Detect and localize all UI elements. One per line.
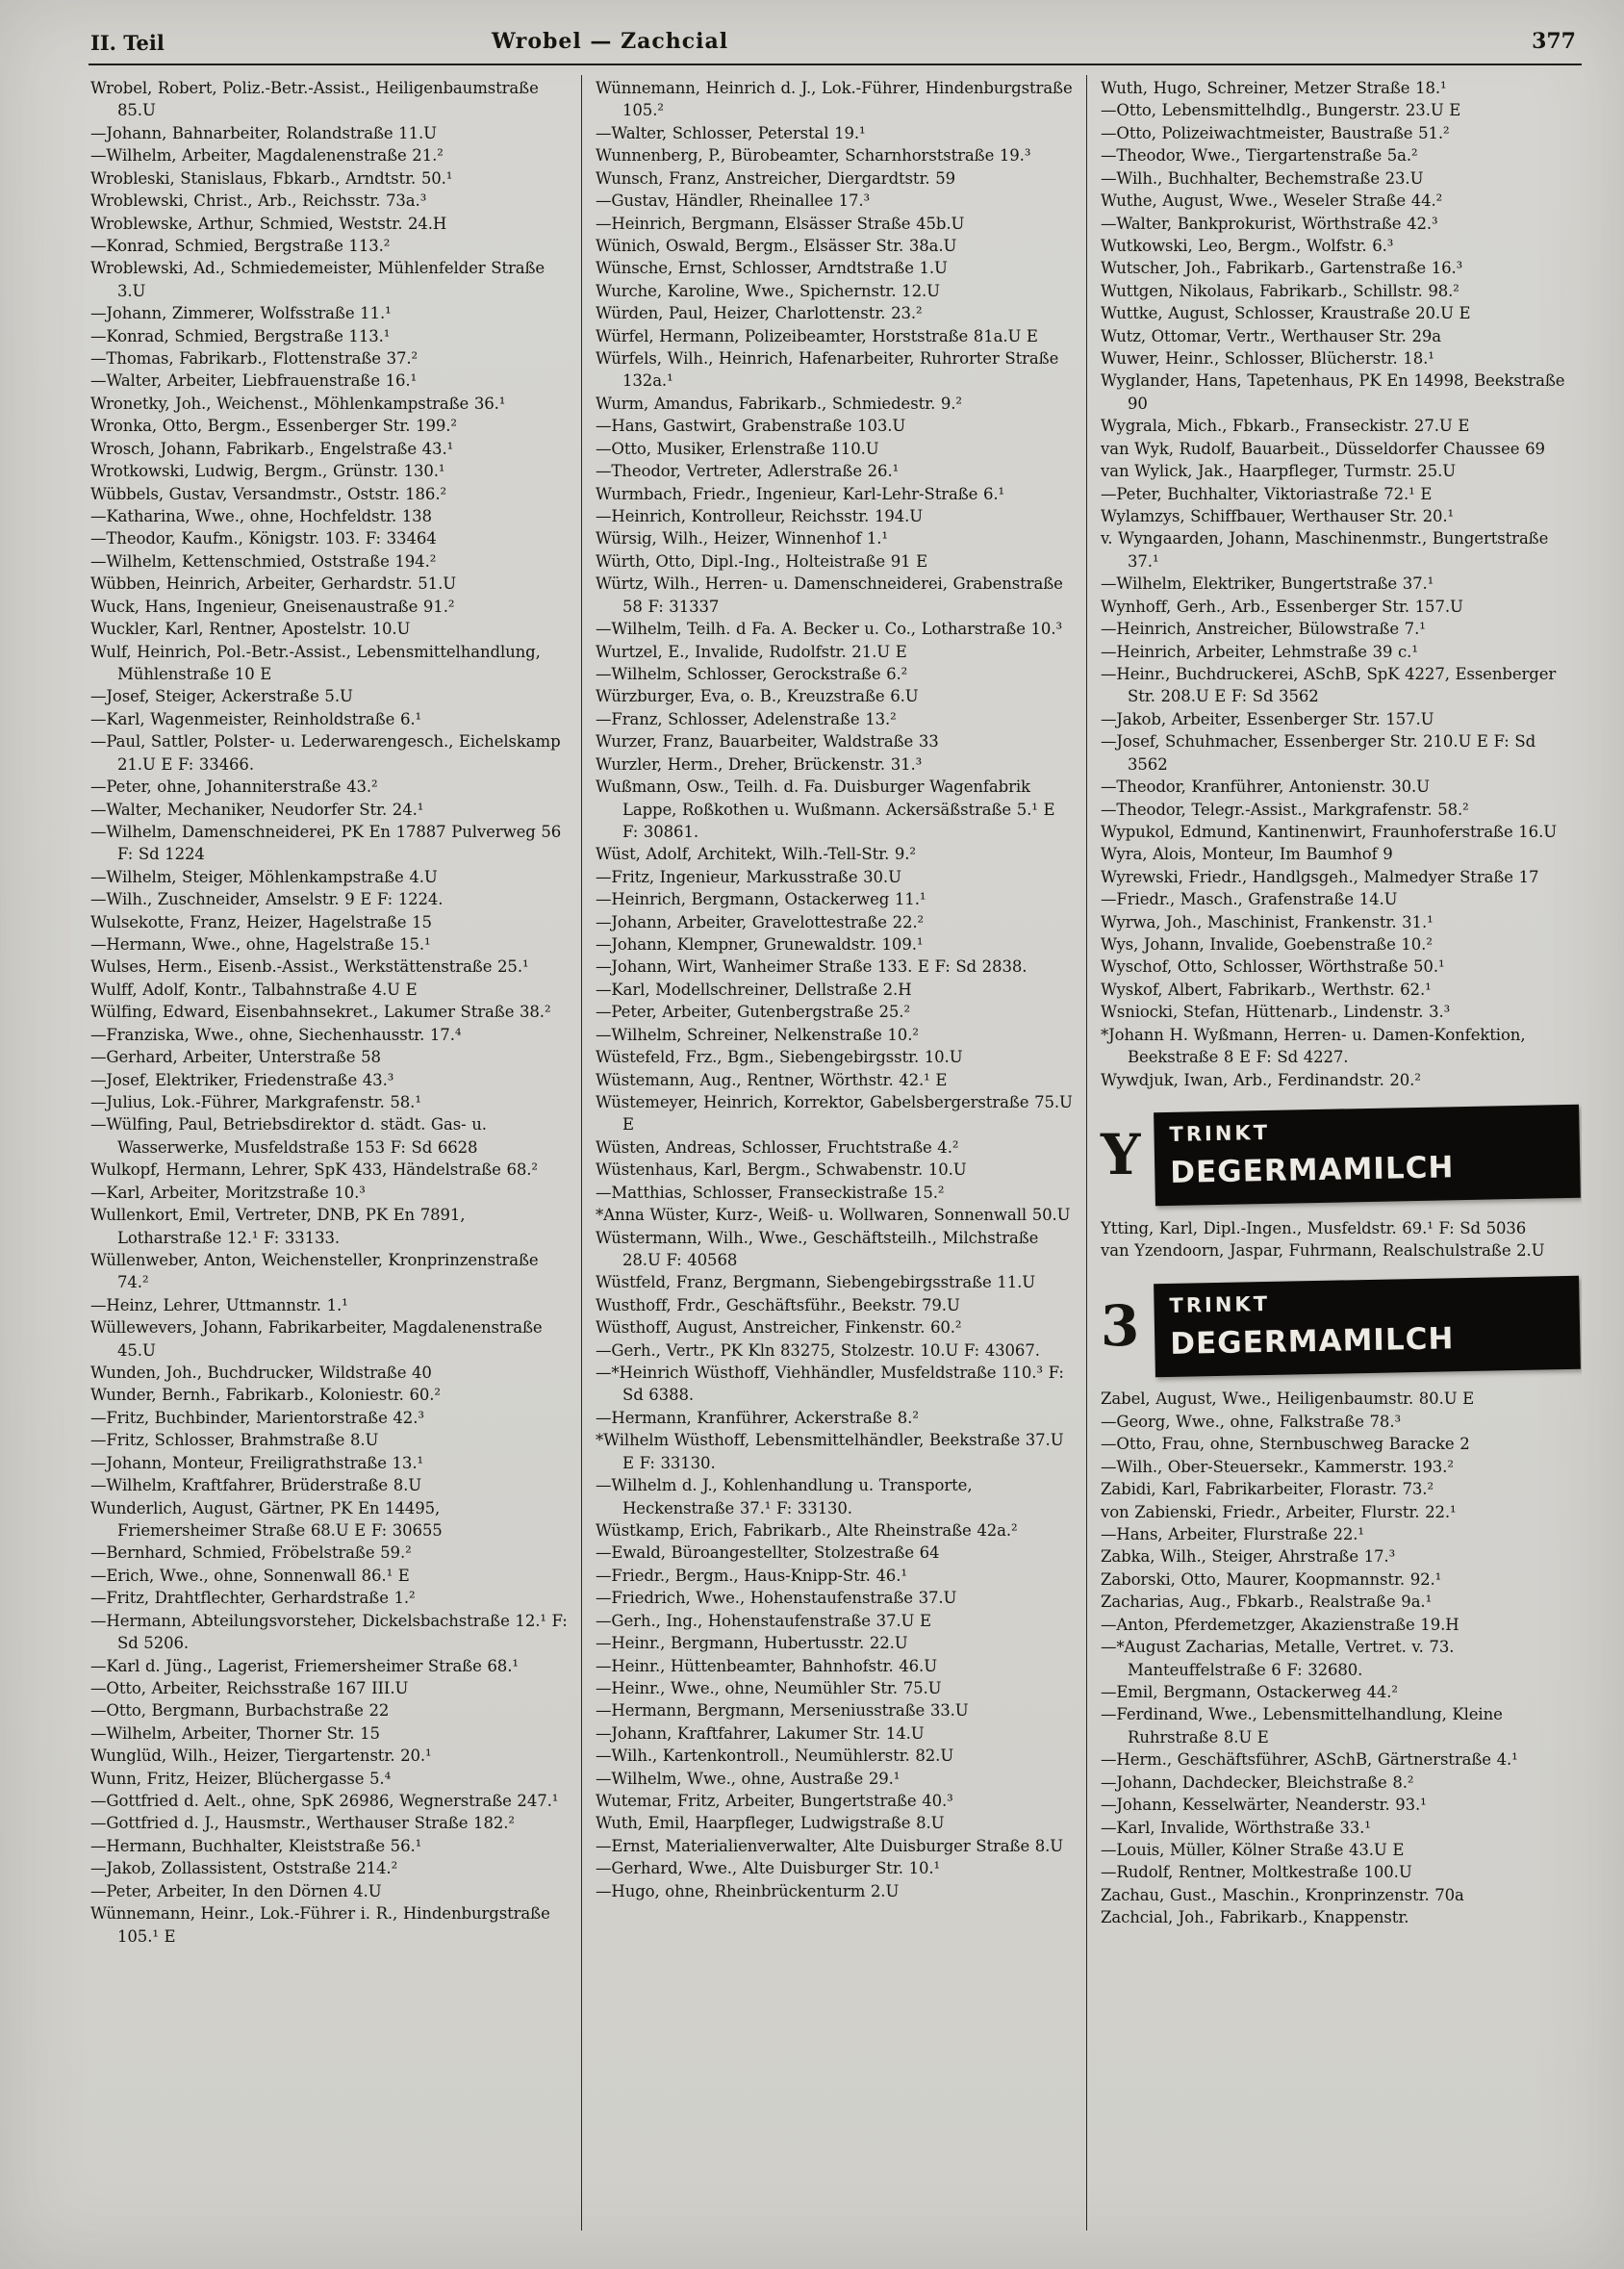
directory-entry: Wurzer, Franz, Bauarbeiter, Waldstraße 33 bbox=[596, 732, 939, 752]
directory-entry: —Walter, Schlosser, Peterstal 19.¹ bbox=[596, 123, 866, 142]
directory-entry: —Gerhard, Wwe., Alte Duisburger Str. 10.¹ bbox=[596, 1859, 941, 1878]
directory-entry: Wyrewski, Friedr., Handlgsgeh., Malmedyer Straße 17 bbox=[1101, 867, 1539, 886]
directory-entry: Würth, Otto, Dipl.-Ing., Holteistraße 91 E bbox=[596, 551, 928, 571]
directory-entry: Wulses, Herm., Eisenb.-Assist., Werkstättenstraße 25.¹ bbox=[90, 957, 529, 977]
directory-entry: —Hermann, Bergmann, Merseniusstraße 33.U bbox=[596, 1701, 969, 1721]
section-label: II. Teil bbox=[90, 31, 165, 55]
directory-entry: Wüstkamp, Erich, Fabrikarb., Alte Rheinstraße 42a.² bbox=[596, 1521, 1018, 1540]
directory-entry: Wrobleski, Stanislaus, Fbkarb., Arndtstr. 50.¹ bbox=[90, 168, 453, 188]
directory-entry: —Wilhelm, Schreiner, Nelkenstraße 10.² bbox=[596, 1025, 919, 1044]
directory-entry: Zabel, August, Wwe., Heiligenbaumstr. 80.U E bbox=[1101, 1389, 1475, 1409]
directory-entry: —Walter, Bankprokurist, Wörthstraße 42.³ bbox=[1101, 214, 1438, 233]
directory-entry: —*August Zacharias, Metalle, Vertret. v. 73. Manteuffelstraße 6 F: 32680. bbox=[1101, 1638, 1455, 1679]
directory-entry: Wunsch, Franz, Anstreicher, Diergardtstr. 59 bbox=[596, 168, 956, 188]
directory-entry: Wusthoff, Frdr., Geschäftsführ., Beekstr. 79.U bbox=[596, 1295, 960, 1314]
page-header bbox=[89, 29, 1582, 62]
directory-entry: Wunnenberg, P., Bürobeamter, Scharnhorststraße 19.³ bbox=[596, 146, 1031, 166]
directory-entry: —Georg, Wwe., ohne, Falkstraße 78.³ bbox=[1101, 1412, 1401, 1431]
directory-entry: Wyskof, Albert, Fabrikarb., Werthstr. 62.¹ bbox=[1101, 980, 1432, 999]
directory-entry: —Gottfried d. J., Hausmstr., Werthauser Straße 182.² bbox=[90, 1814, 515, 1833]
section-letter-z: 3 bbox=[1101, 1293, 1140, 1360]
directory-entry: Zaborski, Otto, Maurer, Koopmannstr. 92.¹ bbox=[1101, 1569, 1442, 1589]
directory-entry: —Wilhelm, Damenschneiderei, PK En 17887 Pulverweg 56 F: Sd 1224 bbox=[90, 822, 562, 864]
directory-entry: —Johann, Kraftfahrer, Lakumer Str. 14.U bbox=[596, 1723, 925, 1743]
directory-entry: —Fritz, Ingenieur, Markusstraße 30.U bbox=[596, 867, 901, 886]
column-2 bbox=[582, 75, 1087, 2231]
directory-entry: —Johann, Arbeiter, Gravelottestraße 22.² bbox=[596, 912, 925, 931]
directory-entry: —Bernhard, Schmied, Fröbelstraße 59.² bbox=[90, 1543, 412, 1563]
directory-entry: Wurtzel, E., Invalide, Rudolfstr. 21.U E bbox=[596, 642, 907, 661]
directory-entry: Wrotkowski, Ludwig, Bergm., Grünstr. 130.¹ bbox=[90, 462, 445, 481]
directory-entry: Wüstfeld, Franz, Bergmann, Siebengebirgsstraße 11.U bbox=[596, 1273, 1036, 1292]
column-3-z-entries bbox=[1101, 1388, 1580, 1928]
directory-entry: Zabidi, Karl, Fabrikarbeiter, Florastr. 73.² bbox=[1101, 1480, 1434, 1499]
directory-entry: —Konrad, Schmied, Bergstraße 113.¹ bbox=[90, 326, 391, 345]
directory-entry: v. Wyngaarden, Johann, Maschinenmstr., Bungertstraße 37.¹ bbox=[1101, 529, 1549, 571]
column-1 bbox=[89, 75, 582, 2231]
directory-entry: —Otto, Frau, ohne, Sternbuschweg Baracke 2 bbox=[1101, 1435, 1470, 1454]
directory-entry: Wunglüd, Wilh., Heizer, Tiergartenstr. 20.¹ bbox=[90, 1746, 432, 1766]
directory-entry: —Konrad, Schmied, Bergstraße 113.² bbox=[90, 236, 391, 255]
directory-entry: —Johann, Kesselwärter, Neanderstr. 93.¹ bbox=[1101, 1796, 1427, 1815]
directory-entry: Wunden, Joh., Buchdrucker, Wildstraße 40 bbox=[90, 1364, 432, 1383]
directory-entry: Wuth, Emil, Haarpfleger, Ludwigstraße 8.U bbox=[596, 1814, 945, 1833]
directory-entry: Wüllewevers, Johann, Fabrikarbeiter, Magdalenenstraße 45.U bbox=[90, 1318, 543, 1360]
directory-entry: Wrobel, Robert, Poliz.-Betr.-Assist., Heiligenbaumstraße 85.U bbox=[90, 79, 539, 120]
directory-entry: —Hans, Arbeiter, Flurstraße 22.¹ bbox=[1101, 1525, 1364, 1544]
ad-box-2 bbox=[1154, 1275, 1581, 1376]
directory-entry: Wutkowski, Leo, Bergm., Wolfstr. 6.³ bbox=[1101, 236, 1394, 255]
directory-entry: Wuth, Hugo, Schreiner, Metzer Straße 18.¹ bbox=[1101, 79, 1447, 97]
ad-box-1 bbox=[1154, 1105, 1581, 1206]
directory-entry: —Gottfried d. Aelt., ohne, SpK 26986, Wegnerstraße 247.¹ bbox=[90, 1792, 559, 1811]
ad-degermamilch-2 bbox=[1101, 1280, 1580, 1373]
directory-entry: —Franziska, Wwe., ohne, Siechenhausstr. 17.⁴ bbox=[90, 1025, 462, 1044]
directory-entry: *Anna Wüster, Kurz-, Weiß- u. Wollwaren, Sonnenwall 50.U bbox=[596, 1206, 1071, 1225]
directory-entry: Wutscher, Joh., Fabrikarb., Gartenstraße 16.³ bbox=[1101, 259, 1463, 278]
directory-entry: —Gustav, Händler, Rheinallee 17.³ bbox=[596, 191, 871, 211]
directory-entry: —Jakob, Arbeiter, Essenberger Str. 157.U bbox=[1101, 709, 1434, 728]
directory-entry: Wroblewski, Ad., Schmiedemeister, Mühlenfelder Straße 3.U bbox=[90, 259, 546, 300]
directory-entry: —Paul, Sattler, Polster- u. Lederwarengesch., Eichelskamp 21.U E F: 33466. bbox=[90, 732, 561, 774]
directory-entry: —Otto, Musiker, Erlenstraße 110.U bbox=[596, 439, 879, 458]
directory-entry: Würtz, Wilh., Herren- u. Damenschneiderei, Grabenstraße 58 F: 31337 bbox=[596, 574, 1063, 616]
directory-entry: —Johann, Wirt, Wanheimer Straße 133. E F: Sd 2838. bbox=[596, 957, 1028, 977]
directory-entry: Wyra, Alois, Monteur, Im Baumhof 9 bbox=[1101, 845, 1393, 864]
directory-entry: Wurzler, Herm., Dreher, Brückenstr. 31.³ bbox=[596, 754, 923, 774]
column-3-w-entries bbox=[1101, 77, 1580, 1091]
directory-entry: —Jakob, Zollassistent, Oststraße 214.² bbox=[90, 1859, 398, 1878]
directory-entry: —Heinr., Buchdruckerei, ASchB, SpK 4227, Essenberger Str. 208.U E F: Sd 3562 bbox=[1101, 664, 1557, 706]
directory-entry: Wuttke, August, Schlosser, Kraustraße 20.U E bbox=[1101, 304, 1471, 323]
directory-entry: —Karl, Wagenmeister, Reinholdstraße 6.¹ bbox=[90, 709, 422, 728]
directory-entry: Wsniocki, Stefan, Hüttenarb., Lindenstr. 3.³ bbox=[1101, 1003, 1451, 1022]
directory-entry: —Heinrich, Anstreicher, Bülowstraße 7.¹ bbox=[1101, 620, 1426, 639]
directory-entry: Wülfing, Edward, Eisenbahnsekret., Lakumer Straße 38.² bbox=[90, 1003, 551, 1022]
ad-text-trinkt-2: TRINKT bbox=[1169, 1291, 1271, 1317]
directory-entry: —Johann, Dachdecker, Bleichstraße 8.² bbox=[1101, 1772, 1414, 1792]
directory-entry: Wüstemann, Aug., Rentner, Wörthstr. 42.¹ E bbox=[596, 1070, 948, 1089]
directory-entry: —Erich, Wwe., ohne, Sonnenwall 86.¹ E bbox=[90, 1566, 410, 1585]
directory-entry: —Wilhelm, Kettenschmied, Oststraße 194.² bbox=[90, 551, 437, 571]
directory-entry: —Hugo, ohne, Rheinbrückenturm 2.U bbox=[596, 1881, 900, 1900]
directory-entry: Wylamzys, Schiffbauer, Werthauser Str. 20.¹ bbox=[1101, 507, 1455, 526]
directory-entry: Wünich, Oswald, Bergm., Elsässer Str. 38a.U bbox=[596, 236, 957, 255]
directory-entry: von Zabienski, Friedr., Arbeiter, Flurstr. 22.¹ bbox=[1101, 1502, 1457, 1521]
page-title: Wrobel — Zachcial bbox=[492, 29, 729, 54]
directory-entry: —Hermann, Buchhalter, Kleiststraße 56.¹ bbox=[90, 1836, 422, 1855]
directory-entry: Würzburger, Eva, o. B., Kreuzstraße 6.U bbox=[596, 687, 919, 706]
directory-entry: —Fritz, Drahtflechter, Gerhardstraße 1.² bbox=[90, 1589, 416, 1608]
directory-entry: —Heinr., Wwe., ohne, Neumühler Str. 75.U bbox=[596, 1678, 942, 1697]
directory-entry: —Ewald, Büroangestellter, Stolzestraße 64 bbox=[596, 1543, 940, 1563]
directory-entry: —Otto, Lebensmittelhdlg., Bungerstr. 23.U E bbox=[1101, 101, 1461, 120]
directory-entry: —Peter, Arbeiter, Gutenbergstraße 25.² bbox=[596, 1003, 910, 1022]
directory-entry: Wüllenweber, Anton, Weichensteller, Kronprinzenstraße 74.² bbox=[90, 1250, 539, 1292]
directory-entry: Wywdjuk, Iwan, Arb., Ferdinandstr. 20.² bbox=[1101, 1070, 1421, 1089]
directory-entry: van Wyk, Rudolf, Bauarbeit., Düsseldorfer Chaussee 69 bbox=[1101, 439, 1545, 458]
directory-entry: Wulf, Heinrich, Pol.-Betr.-Assist., Lebensmittelhandlung, Mühlenstraße 10 E bbox=[90, 642, 541, 683]
directory-entry: —Heinrich, Arbeiter, Lehmstraße 39 c.¹ bbox=[1101, 642, 1418, 661]
directory-entry: Wulkopf, Hermann, Lehrer, SpK 433, Händelstraße 68.² bbox=[90, 1160, 538, 1180]
directory-entry: Wüstemeyer, Heinrich, Korrektor, Gabelsbergerstraße 75.U E bbox=[596, 1092, 1073, 1134]
directory-entry: Wüsthoff, August, Anstreicher, Finkenstr. 60.² bbox=[596, 1318, 962, 1338]
directory-entry: Ytting, Karl, Dipl.-Ingen., Musfeldstr. 69.¹ F: Sd 5036 bbox=[1101, 1218, 1527, 1237]
directory-entry: —Ernst, Materialienverwalter, Alte Duisburger Straße 8.U bbox=[596, 1836, 1064, 1855]
directory-entry: Wuttgen, Nikolaus, Fabrikarb., Schillstr. 98.² bbox=[1101, 281, 1459, 300]
directory-entry: —Ferdinand, Wwe., Lebensmittelhandlung, Kleine Ruhrstraße 8.U E bbox=[1101, 1705, 1503, 1746]
directory-entry: —Fritz, Buchbinder, Marientorstraße 42.³ bbox=[90, 1408, 424, 1427]
directory-entry: Wulsekotte, Franz, Heizer, Hagelstraße 15 bbox=[90, 912, 432, 931]
directory-entry: —Peter, Buchhalter, Viktoriastraße 72.¹ E bbox=[1101, 484, 1433, 503]
directory-entry: Wurmbach, Friedr., Ingenieur, Karl-Lehr-Straße 6.¹ bbox=[596, 484, 1005, 503]
directory-entry: Wüstermann, Wilh., Wwe., Geschäftsteilh., Milchstraße 28.U F: 40568 bbox=[596, 1228, 1039, 1269]
directory-entry: —Josef, Steiger, Ackerstraße 5.U bbox=[90, 687, 353, 706]
directory-entry: —Hermann, Wwe., ohne, Hagelstraße 15.¹ bbox=[90, 935, 431, 955]
directory-entry: —Peter, ohne, Johanniterstraße 43.² bbox=[90, 778, 378, 797]
directory-entry: —Wilhelm, Arbeiter, Magdalenenstraße 21.² bbox=[90, 146, 444, 166]
directory-entry: —Katharina, Wwe., ohne, Hochfeldstr. 138 bbox=[90, 507, 432, 526]
directory-entry: —Theodor, Kaufm., Königstr. 103. F: 33464 bbox=[90, 529, 437, 548]
directory-entry: Wunderlich, August, Gärtner, PK En 14495, Friemersheimer Straße 68.U E F: 30655 bbox=[90, 1498, 443, 1540]
directory-entry: —Franz, Schlosser, Adelenstraße 13.² bbox=[596, 709, 897, 728]
directory-entry: Wurche, Karoline, Wwe., Spichernstr. 12.U bbox=[596, 281, 940, 300]
directory-entry: —Herm., Geschäftsführer, ASchB, Gärtnerstraße 4.¹ bbox=[1101, 1750, 1518, 1770]
directory-entry: Wünsche, Ernst, Schlosser, Arndtstraße 1.U bbox=[596, 259, 948, 278]
section-letter-y: Y bbox=[1101, 1122, 1141, 1188]
directory-entry: —Otto, Polizeiwachtmeister, Baustraße 51.² bbox=[1101, 123, 1450, 142]
directory-entry: —Theodor, Wwe., Tiergartenstraße 5a.² bbox=[1101, 146, 1418, 166]
directory-entry: Wuwer, Heinr., Schlosser, Blücherstr. 18.¹ bbox=[1101, 349, 1434, 369]
directory-entry: —Wilhelm, Arbeiter, Thorner Str. 15 bbox=[90, 1723, 380, 1743]
directory-entry: —Heinr., Hüttenbeamter, Bahnhofstr. 46.U bbox=[596, 1656, 937, 1675]
column-3-y-entries bbox=[1101, 1217, 1580, 1262]
directory-entry: Wrosch, Johann, Fabrikarb., Engelstraße 43.¹ bbox=[90, 439, 454, 458]
directory-entry: Wuck, Hans, Ingenieur, Gneisenaustraße 91.² bbox=[90, 597, 455, 616]
directory-entry: —Anton, Pferdemetzger, Akazienstraße 19.H bbox=[1101, 1615, 1459, 1634]
directory-entry: Wuckler, Karl, Rentner, Apostelstr. 10.U bbox=[90, 620, 411, 639]
directory-entry: —Otto, Bergmann, Burbachstraße 22 bbox=[90, 1701, 390, 1721]
column-3 bbox=[1087, 75, 1582, 2231]
directory-entry: Wroblewski, Christ., Arb., Reichsstr. 73a.³ bbox=[90, 191, 427, 211]
directory-entry: —Heinr., Bergmann, Hubertusstr. 22.U bbox=[596, 1634, 908, 1653]
directory-entry: van Yzendoorn, Jaspar, Fuhrmann, Realschulstraße 2.U bbox=[1101, 1241, 1545, 1261]
directory-entry: —Friedr., Bergm., Haus-Knipp-Str. 46.¹ bbox=[596, 1566, 907, 1585]
directory-entry: —Hermann, Abteilungsvorsteher, Dickelsbachstraße 12.¹ F: Sd 5206. bbox=[90, 1611, 568, 1653]
directory-entry: Wyschof, Otto, Schlosser, Wörthstraße 50.¹ bbox=[1101, 957, 1445, 977]
directory-entry: Wünnemann, Heinr., Lok.-Führer i. R., Hindenburgstraße 105.¹ E bbox=[90, 1904, 550, 1946]
directory-entry: —Karl, Modellschreiner, Dellstraße 2.H bbox=[596, 980, 912, 999]
directory-entry: —Wilhelm, Kraftfahrer, Brüderstraße 8.U bbox=[90, 1476, 422, 1495]
ad-text-degermamilch-2: DEGERMAMILCH bbox=[1169, 1320, 1455, 1362]
directory-entry: Wyrwa, Joh., Maschinist, Frankenstr. 31.¹ bbox=[1101, 912, 1434, 931]
directory-entry: Wynhoff, Gerh., Arb., Essenberger Str. 157.U bbox=[1101, 597, 1463, 616]
directory-entry: Wunder, Bernh., Fabrikarb., Koloniestr. 60.² bbox=[90, 1386, 441, 1405]
directory-entry: Zachau, Gust., Maschin., Kronprinzenstr. 70a bbox=[1101, 1885, 1464, 1904]
directory-entry: —Theodor, Kranführer, Antonienstr. 30.U bbox=[1101, 778, 1430, 797]
directory-entry: —Matthias, Schlosser, Franseckistraße 15.² bbox=[596, 1183, 945, 1202]
directory-entry: —Hermann, Kranführer, Ackerstraße 8.² bbox=[596, 1408, 919, 1427]
directory-entry: —Johann, Zimmerer, Wolfsstraße 11.¹ bbox=[90, 304, 392, 323]
directory-entry: —Karl d. Jüng., Lagerist, Friemersheimer Straße 68.¹ bbox=[90, 1656, 519, 1675]
directory-entry: Wroblewske, Arthur, Schmied, Weststr. 24.H bbox=[90, 214, 447, 233]
directory-entry: Wutz, Ottomar, Vertr., Werthauser Str. 29a bbox=[1101, 326, 1441, 345]
directory-entry: —Theodor, Telegr.-Assist., Markgrafenstr. 58.² bbox=[1101, 800, 1469, 819]
directory-entry: Zabka, Wilh., Steiger, Ahrstraße 17.³ bbox=[1101, 1547, 1396, 1567]
directory-entry: —*Heinrich Wüsthoff, Viehhändler, Musfeldstraße 110.³ F: Sd 6388. bbox=[596, 1364, 1064, 1405]
directory-entry: Wüstefeld, Frz., Bgm., Siebengebirgsstr. 10.U bbox=[596, 1048, 963, 1067]
ad-degermamilch-1 bbox=[1101, 1109, 1580, 1202]
directory-entry: Wronka, Otto, Bergm., Essenberger Str. 199.² bbox=[90, 417, 457, 436]
directory-entry: Zachcial, Joh., Fabrikarb., Knappenstr. bbox=[1101, 1908, 1409, 1927]
directory-entry: Wulff, Adolf, Kontr., Talbahnstraße 4.U E bbox=[90, 980, 418, 999]
directory-entry: —Hans, Gastwirt, Grabenstraße 103.U bbox=[596, 417, 906, 436]
directory-entry: —Wilhelm, Wwe., ohne, Austraße 29.¹ bbox=[596, 1769, 901, 1788]
directory-entry: Wys, Johann, Invalide, Goebenstraße 10.² bbox=[1101, 935, 1433, 955]
directory-entry: —Theodor, Vertreter, Adlerstraße 26.¹ bbox=[596, 462, 900, 481]
directory-entry: —Walter, Arbeiter, Liebfrauenstraße 16.¹ bbox=[90, 371, 418, 391]
directory-entry: —Wilhelm d. J., Kohlenhandlung u. Transporte, Heckenstraße 37.¹ F: 33130. bbox=[596, 1476, 973, 1517]
directory-entry: Wronetky, Joh., Weichenst., Möhlenkampstraße 36.¹ bbox=[90, 394, 506, 413]
directory-entry: —Gerh., Vertr., PK Kln 83275, Stolzestr. 10.U F: 43067. bbox=[596, 1340, 1040, 1360]
directory-entry: —Friedrich, Wwe., Hohenstaufenstraße 37.U bbox=[596, 1589, 957, 1608]
directory-entry: —Johann, Monteur, Freiligrathstraße 13.¹ bbox=[90, 1453, 423, 1472]
directory-entry: —Julius, Lok.-Führer, Markgrafenstr. 58.¹ bbox=[90, 1092, 421, 1111]
directory-entry: Wurm, Amandus, Fabrikarb., Schmiedestr. 9.² bbox=[596, 394, 962, 413]
directory-entry: Würden, Paul, Heizer, Charlottenstr. 23.² bbox=[596, 304, 923, 323]
directory-entry: —Johann, Klempner, Grunewaldstr. 109.¹ bbox=[596, 935, 924, 955]
directory-entry: —Wilh., Kartenkontroll., Neumühlerstr. 82.U bbox=[596, 1746, 954, 1766]
directory-entry: Wüsten, Andreas, Schlosser, Fruchtstraße 4.² bbox=[596, 1137, 959, 1157]
directory-entry: —Otto, Arbeiter, Reichsstraße 167 III.U bbox=[90, 1678, 409, 1697]
directory-entry: —Wilh., Ober-Steuersekr., Kammerstr. 193.² bbox=[1101, 1457, 1454, 1476]
directory-entry: —Karl, Arbeiter, Moritzstraße 10.³ bbox=[90, 1183, 366, 1202]
directory-entry: —Wülfing, Paul, Betriebsdirektor d. städt. Gas- u. Wasserwerke, Musfeldstraße 153 F: Sd 6628 bbox=[90, 1115, 487, 1157]
directory-entry: *Wilhelm Wüsthoff, Lebensmittelhändler, Beekstraße 37.U E F: 33130. bbox=[596, 1431, 1064, 1472]
directory-entry: Wullenkort, Emil, Vertreter, DNB, PK En 7891, Lotharstraße 12.¹ F: 33133. bbox=[90, 1206, 466, 1247]
directory-entry: *Johann H. Wyßmann, Herren- u. Damen-Konfektion, Beekstraße 8 E F: Sd 4227. bbox=[1101, 1025, 1526, 1067]
directory-entry: —Wilhelm, Steiger, Möhlenkampstraße 4.U bbox=[90, 867, 438, 886]
directory-entry: —Emil, Bergmann, Ostackerweg 44.² bbox=[1101, 1682, 1398, 1701]
directory-entry: Wutemar, Fritz, Arbeiter, Bungertstraße 40.³ bbox=[596, 1792, 953, 1811]
directory-entry: —Gerh., Ing., Hohenstaufenstraße 37.U E bbox=[596, 1611, 931, 1630]
directory-entry: —Louis, Müller, Kölner Straße 43.U E bbox=[1101, 1840, 1405, 1859]
directory-entry: Wuthe, August, Wwe., Weseler Straße 44.² bbox=[1101, 191, 1443, 211]
directory-entry: Wüstenhaus, Karl, Bergm., Schwabenstr. 10.U bbox=[596, 1160, 967, 1180]
directory-entry: —Josef, Schuhmacher, Essenberger Str. 210.U E F: Sd 3562 bbox=[1101, 732, 1536, 774]
ad-text-degermamilch-1: DEGERMAMILCH bbox=[1169, 1150, 1455, 1190]
directory-entry: van Wylick, Jak., Haarpfleger, Turmstr. 25.U bbox=[1101, 462, 1457, 481]
directory-entry: Wußmann, Osw., Teilh. d. Fa. Duisburger Wagenfabrik Lappe, Roßkothen u. Wußmann. Ackersäßstraße 5.¹ E F: 30861. bbox=[596, 778, 1055, 841]
directory-entry: —Heinz, Lehrer, Uttmannstr. 1.¹ bbox=[90, 1295, 348, 1314]
directory-entry: Würfel, Hermann, Polizeibeamter, Horststraße 81a.U E bbox=[596, 326, 1038, 345]
directory-entry: Würfels, Wilh., Heinrich, Hafenarbeiter, Ruhrorter Straße 132a.¹ bbox=[596, 349, 1059, 391]
directory-entry: Wypukol, Edmund, Kantinenwirt, Fraunhoferstraße 16.U bbox=[1101, 822, 1558, 841]
directory-entry: Wünnemann, Heinrich d. J., Lok.-Führer, Hindenburgstraße 105.² bbox=[596, 79, 1073, 120]
directory-entry: —Rudolf, Rentner, Moltkestraße 100.U bbox=[1101, 1863, 1412, 1882]
column-container bbox=[89, 75, 1582, 2231]
directory-entry: —Friedr., Masch., Grafenstraße 14.U bbox=[1101, 890, 1398, 909]
directory-entry: —Walter, Mechaniker, Neudorfer Str. 24.¹ bbox=[90, 800, 424, 819]
directory-entry: —Wilh., Buchhalter, Bechemstraße 23.U bbox=[1101, 168, 1424, 188]
directory-entry: —Johann, Bahnarbeiter, Rolandstraße 11.U bbox=[90, 123, 437, 142]
directory-entry: —Wilhelm, Schlosser, Gerockstraße 6.² bbox=[596, 664, 908, 683]
directory-entry: —Heinrich, Bergmann, Ostackerweg 11.¹ bbox=[596, 890, 926, 909]
directory-entry: Zacharias, Aug., Fbkarb., Realstraße 9a.¹ bbox=[1101, 1593, 1433, 1612]
directory-entry: —Heinrich, Kontrolleur, Reichsstr. 194.U bbox=[596, 507, 924, 526]
directory-entry: —Heinrich, Bergmann, Elsässer Straße 45b.U bbox=[596, 214, 965, 233]
directory-entry: —Thomas, Fabrikarb., Flottenstraße 37.² bbox=[90, 349, 419, 369]
directory-entry: Würsig, Wilh., Heizer, Winnenhof 1.¹ bbox=[596, 529, 888, 548]
page-number: 377 bbox=[1532, 29, 1576, 54]
directory-entry: Wyglander, Hans, Tapetenhaus, PK En 14998, Beekstraße 90 bbox=[1101, 371, 1565, 413]
directory-entry: —Wilhelm, Teilh. d Fa. A. Becker u. Co., Lotharstraße 10.³ bbox=[596, 620, 1062, 639]
ad-text-trinkt-1: TRINKT bbox=[1169, 1120, 1271, 1146]
directory-entry: Wübbels, Gustav, Versandmstr., Oststr. 186.² bbox=[90, 484, 446, 503]
directory-entry: —Gerhard, Arbeiter, Unterstraße 58 bbox=[90, 1048, 381, 1067]
directory-entry: Wüst, Adolf, Architekt, Wilh.-Tell-Str. 9.² bbox=[596, 845, 916, 864]
directory-entry: Wunn, Fritz, Heizer, Blüchergasse 5.⁴ bbox=[90, 1769, 392, 1788]
directory-entry: —Josef, Elektriker, Friedenstraße 43.³ bbox=[90, 1070, 394, 1089]
header-rule bbox=[89, 64, 1582, 65]
directory-entry: Wübben, Heinrich, Arbeiter, Gerhardstr. 51.U bbox=[90, 574, 457, 594]
directory-entry: —Peter, Arbeiter, In den Dörnen 4.U bbox=[90, 1881, 382, 1900]
directory-entry: —Wilhelm, Elektriker, Bungertstraße 37.¹ bbox=[1101, 574, 1434, 594]
directory-entry: Wygrala, Mich., Fbkarb., Franseckistr. 27.U E bbox=[1101, 417, 1470, 436]
directory-entry: —Karl, Invalide, Wörthstraße 33.¹ bbox=[1101, 1818, 1371, 1837]
directory-entry: —Wilh., Zuschneider, Amselstr. 9 E F: 1224. bbox=[90, 890, 444, 909]
directory-entry: —Fritz, Schlosser, Brahmstraße 8.U bbox=[90, 1431, 379, 1450]
